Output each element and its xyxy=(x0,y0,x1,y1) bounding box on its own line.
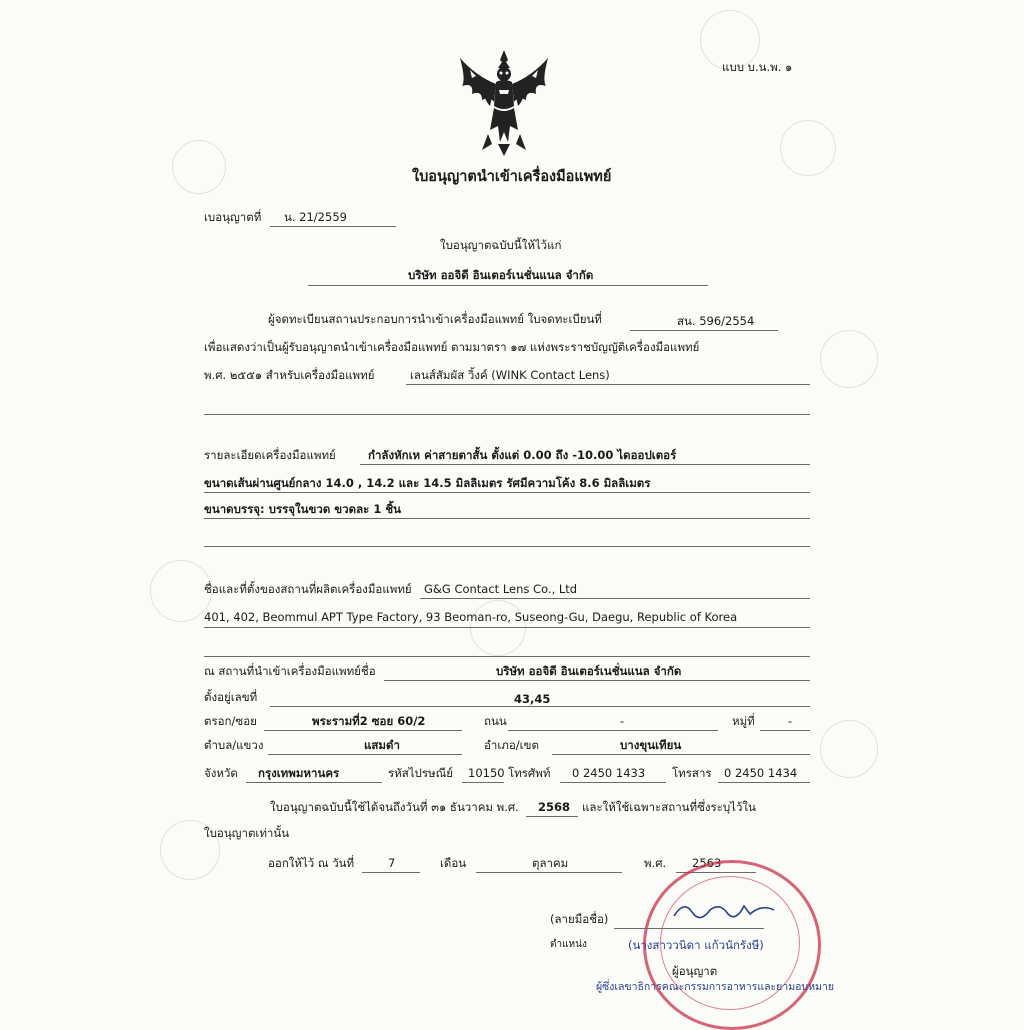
postcode-line xyxy=(462,782,504,783)
manufacturer-label: ชื่อและที่ตั้งของสถานที่ผลิตเครื่องมือแพทย์ xyxy=(204,582,412,596)
postcode-label: รหัสไปรษณีย์ xyxy=(388,766,454,780)
phone-line xyxy=(560,782,666,783)
import-place-line xyxy=(384,680,810,681)
issued-year: 2563 xyxy=(692,856,722,870)
manufacturer-name: G&G Contact Lens Co., Ltd xyxy=(424,582,578,596)
phone-value: 0 2450 1433 xyxy=(572,766,646,780)
para-line-1: ผู้จดทะเบียนสถานประกอบการนำเข้าเครื่องมือแพทย์ ใบจดทะเบียนที่ xyxy=(268,312,602,326)
para-line-3: พ.ศ. ๒๕๕๑ สำหรับเครื่องมือแพทย์ xyxy=(204,368,375,382)
company-name: บริษัท ออจิดี อินเตอร์เนชั่นแนล จำกัด xyxy=(408,268,594,282)
watermark-seal xyxy=(820,330,878,388)
fax-line xyxy=(718,782,810,783)
province-line xyxy=(246,782,382,783)
moo-value: - xyxy=(788,714,793,728)
address-no-line xyxy=(270,706,810,707)
signer-title-2: ผู้ซึ่งเลขาธิการคณะกรรมการอาหารและยามอบหมาย xyxy=(596,981,834,993)
watermark-seal xyxy=(172,140,226,194)
moo-label: หมู่ที่ xyxy=(732,714,755,728)
validity-text-3: ใบอนุญาตเท่านั้น xyxy=(204,826,290,840)
watermark-seal xyxy=(820,720,878,778)
moo-line xyxy=(760,730,810,731)
address-line xyxy=(204,627,810,628)
district-label: อำเภอ/เขต xyxy=(484,738,539,752)
garuda-emblem-icon xyxy=(452,46,556,158)
issued-month-line xyxy=(476,872,622,873)
subdistrict-value: แสมดำ xyxy=(364,738,400,752)
license-no-value: น. 21/2559 xyxy=(284,210,347,224)
details-line-2 xyxy=(204,492,810,493)
district-line xyxy=(552,754,810,755)
postcode-value: 10150 xyxy=(468,766,505,780)
import-place-name: บริษัท ออจิดี อินเตอร์เนชั่นแนล จำกัด xyxy=(496,664,682,678)
soi-line xyxy=(264,730,462,731)
issued-day: 7 xyxy=(388,856,396,870)
signer-title-1: ผู้อนุญาต xyxy=(672,964,718,978)
details-2: ขนาดเส้นผ่านศูนย์กลาง 14.0 , 14.2 และ 14.5 มิลลิเมตร รัศมีความโค้ง 8.6 มิลลิเมตร xyxy=(204,476,651,490)
manufacturer-line xyxy=(420,598,810,599)
fax-value: 0 2450 1434 xyxy=(724,766,798,780)
signature-label: (ลายมือชื่อ) xyxy=(550,912,609,926)
reg-no: สน. 596/2554 xyxy=(677,314,755,328)
details-line-1 xyxy=(360,464,810,465)
district-value: บางขุนเทียน xyxy=(620,738,682,752)
month-label: เดือน xyxy=(440,856,467,870)
fax-label: โทรสาร xyxy=(672,766,712,780)
province-label: จังหวัด xyxy=(204,766,238,780)
address-no-label: ตั้งอยู่เลขที่ xyxy=(204,690,258,704)
year-label: พ.ศ. xyxy=(644,856,667,870)
issued-to-label: ใบอนุญาตฉบับนี้ให้ไว้แก่ xyxy=(440,238,562,252)
province-value: กรุงเทพมหานคร xyxy=(258,766,340,780)
document-title: ใบอนุญาตนำเข้าเครื่องมือแพทย์ xyxy=(412,169,612,185)
reg-no-line xyxy=(630,330,778,331)
handwritten-signature-icon xyxy=(670,896,780,926)
blank-line xyxy=(204,414,810,415)
license-no-line xyxy=(270,226,396,227)
issued-label: ออกให้ไว้ ณ วันที่ xyxy=(268,856,355,870)
watermark-seal xyxy=(780,120,836,176)
device-line xyxy=(406,384,810,385)
company-line xyxy=(308,285,708,286)
subdistrict-line xyxy=(268,754,462,755)
watermark-seal xyxy=(150,560,212,622)
validity-text-2: และให้ใช้เฉพาะสถานที่ซึ่งระบุไว้ใน xyxy=(582,800,756,814)
road-line xyxy=(508,730,718,731)
phone-label: โทรศัพท์ xyxy=(508,766,551,780)
license-no-label: เบอนุญาตที่ xyxy=(204,210,262,224)
validity-year: 2568 xyxy=(538,800,571,814)
para-line-2: เพื่อแสดงว่าเป็นผู้รับอนุญาตนำเข้าเครื่องมือแพทย์ ตามมาตรา ๑๗ แห่งพระราชบัญญัติเครื่องมือแพทย์ xyxy=(204,340,700,354)
soi-label: ตรอก/ซอย xyxy=(204,714,257,728)
blank-line xyxy=(204,546,810,547)
soi-value: พระรามที่2 ซอย 60/2 xyxy=(312,714,426,728)
manufacturer-address: 401, 402, Beommul APT Type Factory, 93 Beoman-ro, Suseong-Gu, Daegu, Republic of Korea xyxy=(204,610,738,624)
position-label: ตำแหน่ง xyxy=(550,939,587,950)
signature-line xyxy=(614,928,764,929)
import-place-label: ณ สถานที่นำเข้าเครื่องมือแพทย์ชื่อ xyxy=(204,664,376,678)
details-3: ขนาดบรรจุ: บรรจุในขวด ขวดละ 1 ชิ้น xyxy=(204,502,401,516)
signer-name: (นางสาววนิดา แก้วนักรังษี) xyxy=(628,938,764,952)
validity-year-line xyxy=(526,816,578,817)
issued-day-line xyxy=(362,872,420,873)
subdistrict-label: ตำบล/แขวง xyxy=(204,738,264,752)
validity-text: ใบอนุญาตฉบับนี้ใช้ได้จนถึงวันที่ ๓๑ ธันวาคม พ.ศ. xyxy=(270,800,519,814)
details-line-3 xyxy=(204,518,810,519)
details-label: รายละเอียดเครื่องมือแพทย์ xyxy=(204,448,336,462)
watermark-seal xyxy=(470,600,526,656)
road-label: ถนน xyxy=(484,714,507,728)
address-no: 43,45 xyxy=(514,692,551,706)
form-code: แบบ บ.น.พ. ๑ xyxy=(722,60,793,74)
issued-month: ตุลาคม xyxy=(532,856,569,870)
road-value: - xyxy=(620,714,625,728)
details-1: กำลังหักเห ค่าสายตาสั้น ตั้งแต่ 0.00 ถึง -10.00 ไดออปเตอร์ xyxy=(368,448,677,462)
device-name: เลนส์สัมผัส วิ้งค์ (WINK Contact Lens) xyxy=(410,368,610,382)
blank-line xyxy=(204,656,810,657)
